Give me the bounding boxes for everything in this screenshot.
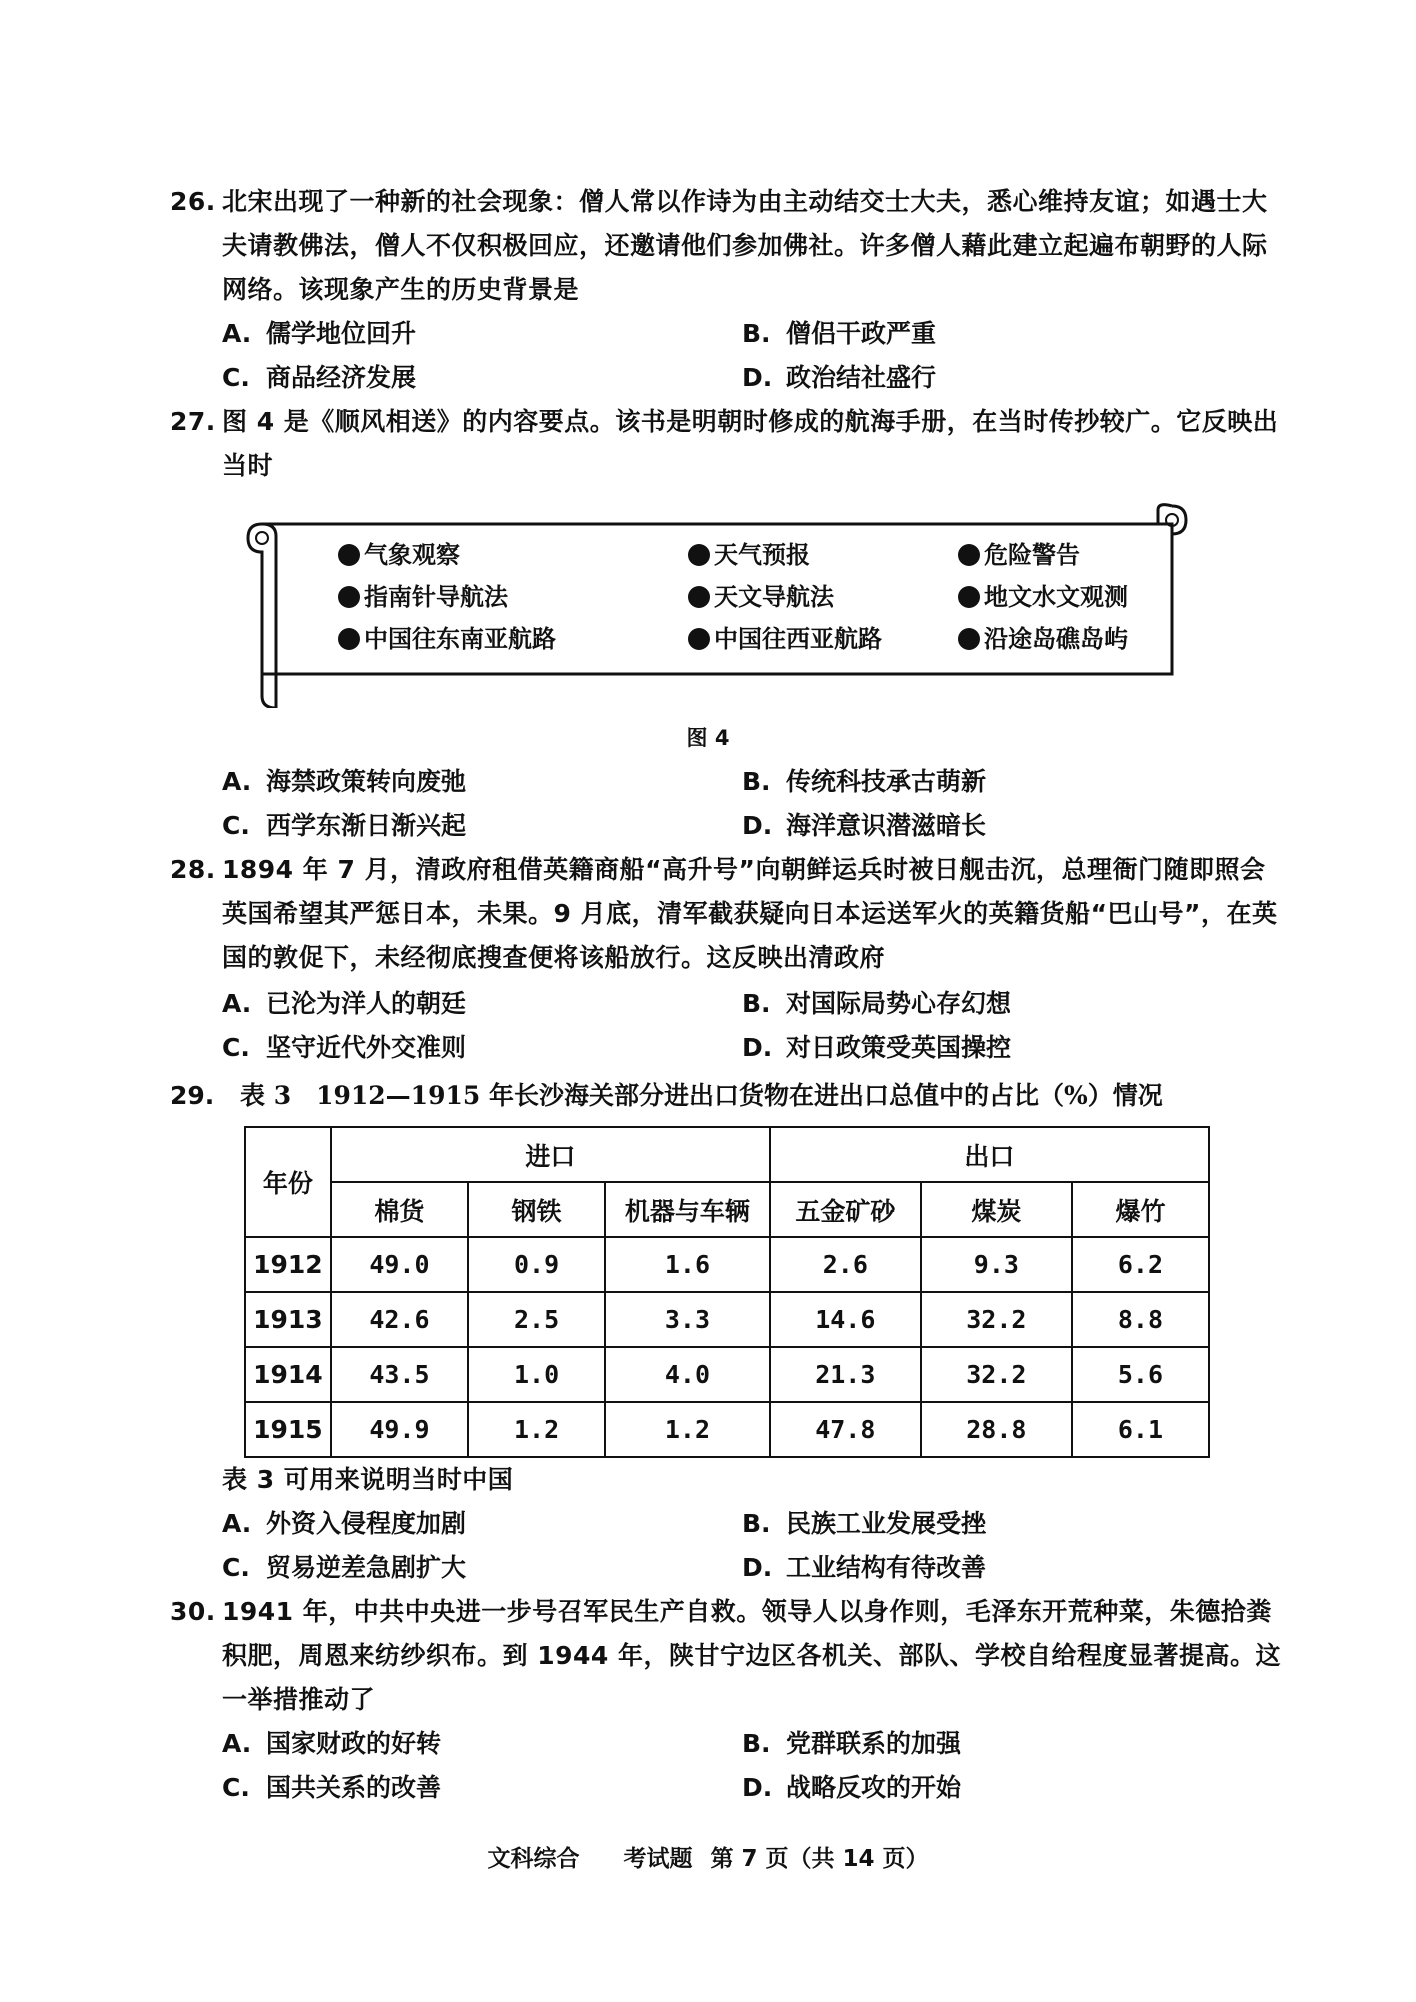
value-cell: 49.9: [331, 1402, 468, 1457]
bullet-icon: [338, 544, 360, 566]
value-cell: 8.8: [1072, 1292, 1209, 1347]
figure-4-scroll: [240, 496, 1200, 708]
bullet-icon: [688, 628, 710, 650]
option-a: A. 国家财政的好转: [222, 1729, 442, 1758]
bullet-icon: [338, 628, 360, 650]
column-header: 爆竹: [1072, 1182, 1209, 1237]
column-header: 机器与车辆: [605, 1182, 770, 1237]
question-27: [170, 400, 1290, 488]
footer-type: 考试题: [623, 1846, 693, 1872]
scroll-item: 中国往东南亚航路: [338, 618, 688, 660]
question-number: 27.: [170, 407, 216, 436]
scroll-items: [338, 534, 1158, 660]
value-cell: 1.2: [468, 1402, 605, 1457]
scroll-item: 天气预报: [688, 534, 958, 576]
value-cell: 49.0: [331, 1237, 468, 1292]
value-cell: 14.6: [770, 1292, 921, 1347]
question-26-options: [222, 312, 1282, 400]
value-cell: 6.1: [1072, 1402, 1209, 1457]
option-b: B. 传统科技承古萌新: [742, 767, 987, 796]
question-number: 30.: [170, 1597, 216, 1626]
question-number: 29.: [170, 1081, 215, 1110]
value-cell: 28.8: [921, 1402, 1072, 1457]
option-d: D. 政治结社盛行: [742, 363, 937, 392]
value-cell: 2.6: [770, 1237, 921, 1292]
value-cell: 1.6: [605, 1237, 770, 1292]
table-row: [245, 1347, 1209, 1402]
option-d: D. 战略反攻的开始: [742, 1773, 962, 1802]
value-cell: 32.2: [921, 1347, 1072, 1402]
question-28: [170, 848, 1290, 980]
column-header: 钢铁: [468, 1182, 605, 1237]
option-b: B. 党群联系的加强: [742, 1729, 962, 1758]
option-c: C. 商品经济发展: [222, 363, 417, 392]
scroll-item: 气象观察: [338, 534, 688, 576]
value-cell: 5.6: [1072, 1347, 1209, 1402]
question-27-options: [222, 760, 1282, 848]
bullet-icon: [958, 544, 980, 566]
export-header: 出口: [770, 1127, 1209, 1182]
question-stem: 北宋出现了一种新的社会现象：僧人常以作诗为由主动结交士大夫，悉心维持友谊；如遇士大夫请教佛法，僧人不仅积极回应，还邀请他们参加佛社。许多僧人藉此建立起遍布朝野的人际网络。该现象产生的历史背景是: [222, 187, 1268, 304]
column-header: 棉货: [331, 1182, 468, 1237]
year-header: 年份: [245, 1127, 331, 1237]
option-a: A. 儒学地位回升: [222, 319, 417, 348]
option-d: D. 对日政策受英国操控: [742, 1033, 1012, 1062]
question-number: 28.: [170, 855, 216, 884]
option-d: D. 海洋意识潜滋暗长: [742, 811, 987, 840]
question-29-options: [222, 1502, 1282, 1590]
scroll-item: 天文导航法: [688, 576, 958, 618]
question-26: [170, 180, 1290, 312]
figure-caption: 图 4: [686, 726, 730, 750]
bullet-icon: [688, 586, 710, 608]
value-cell: 21.3: [770, 1347, 921, 1402]
footer-subject: 文科综合: [487, 1846, 580, 1872]
scroll-item: 沿途岛礁岛屿: [958, 618, 1128, 660]
bullet-icon: [958, 628, 980, 650]
question-30: [170, 1590, 1290, 1722]
year-cell: 1915: [245, 1402, 331, 1457]
scroll-item: 地文水文观测: [958, 576, 1128, 618]
option-c: C. 坚守近代外交准则: [222, 1033, 467, 1062]
table-3-title: 29. 表 3 1912—1915 年长沙海关部分进出口货物在进出口总值中的占比（%）情况: [170, 1081, 1163, 1110]
table-row: [245, 1402, 1209, 1457]
year-cell: 1914: [245, 1347, 331, 1402]
value-cell: 4.0: [605, 1347, 770, 1402]
value-cell: 0.9: [468, 1237, 605, 1292]
question-30-options: [222, 1722, 1282, 1810]
question-stem: 图 4 是《顺风相送》的内容要点。该书是明朝时修成的航海手册，在当时传抄较广。它反映出当时: [222, 407, 1279, 480]
footer-page: 第 7 页（共 14 页）: [710, 1846, 929, 1872]
value-cell: 47.8: [770, 1402, 921, 1457]
question-28-options: [222, 982, 1282, 1070]
question-number: 26.: [170, 187, 216, 216]
value-cell: 9.3: [921, 1237, 1072, 1292]
bullet-icon: [338, 586, 360, 608]
option-c: C. 贸易逆差急剧扩大: [222, 1553, 467, 1582]
option-c: C. 国共关系的改善: [222, 1773, 442, 1802]
value-cell: 42.6: [331, 1292, 468, 1347]
question-stem: 1894 年 7 月，清政府租借英籍商船“高升号”向朝鲜运兵时被日舰击沉，总理衙门随即照会英国希望其严惩日本，未果。9 月底，清军截获疑向日本运送军火的英籍货船“巴山号”，在英国的敦促下，未经彻底搜查便将该船放行。这反映出清政府: [222, 855, 1278, 972]
option-b: B. 民族工业发展受挫: [742, 1509, 987, 1538]
value-cell: 6.2: [1072, 1237, 1209, 1292]
option-b: B. 对国际局势心存幻想: [742, 989, 1012, 1018]
option-c: C. 西学东渐日渐兴起: [222, 811, 467, 840]
value-cell: 43.5: [331, 1347, 468, 1402]
option-a: A. 海禁政策转向废弛: [222, 767, 467, 796]
value-cell: 1.2: [605, 1402, 770, 1457]
option-b: B. 僧侣干政严重: [742, 319, 937, 348]
scroll-item: 中国往西亚航路: [688, 618, 958, 660]
bullet-icon: [688, 544, 710, 566]
option-d: D. 工业结构有待改善: [742, 1553, 987, 1582]
value-cell: 3.3: [605, 1292, 770, 1347]
scroll-item: 指南针导航法: [338, 576, 688, 618]
table-row: [245, 1237, 1209, 1292]
year-cell: 1912: [245, 1237, 331, 1292]
value-cell: 2.5: [468, 1292, 605, 1347]
year-cell: 1913: [245, 1292, 331, 1347]
value-cell: 32.2: [921, 1292, 1072, 1347]
option-a: A. 已沦为洋人的朝廷: [222, 989, 467, 1018]
option-a: A. 外资入侵程度加剧: [222, 1509, 467, 1538]
page-footer: [0, 1840, 1416, 1873]
table-3: [244, 1126, 1210, 1458]
question-29-stem: [170, 1458, 1290, 1502]
question-stem: 表 3 可用来说明当时中国: [222, 1465, 514, 1494]
scroll-item: 危险警告: [958, 534, 1080, 576]
bullet-icon: [958, 586, 980, 608]
column-header: 煤炭: [921, 1182, 1072, 1237]
column-header: 五金矿砂: [770, 1182, 921, 1237]
table-row: [245, 1292, 1209, 1347]
import-header: 进口: [331, 1127, 770, 1182]
value-cell: 1.0: [468, 1347, 605, 1402]
question-stem: 1941 年，中共中央进一步号召军民生产自救。领导人以身作则，毛泽东开荒种菜，朱德拾粪积肥，周恩来纺纱织布。到 1944 年，陕甘宁边区各机关、部队、学校自给程度显著提高。这一举措推动了: [222, 1597, 1281, 1714]
